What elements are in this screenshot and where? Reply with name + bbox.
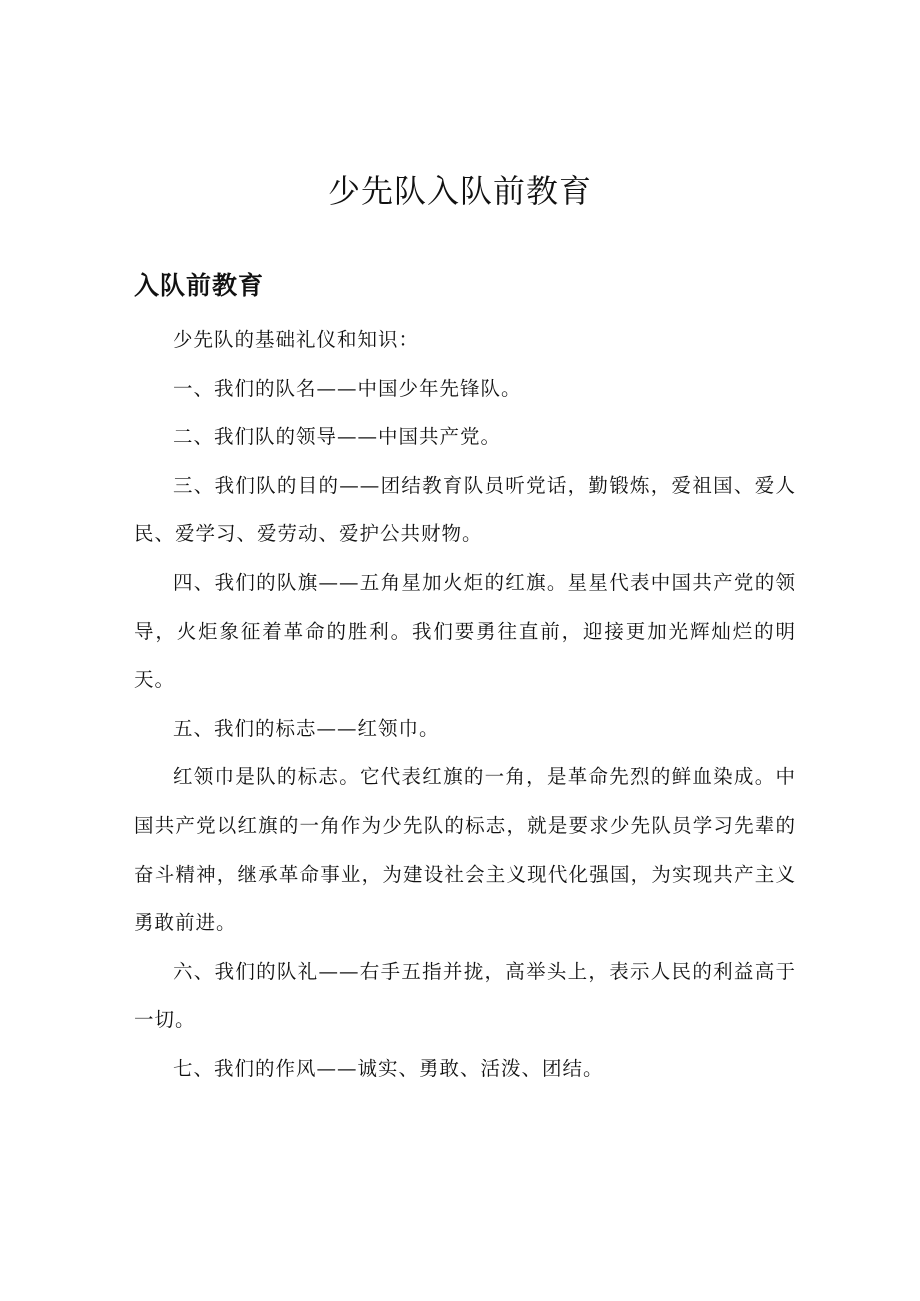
section-heading: 入队前教育 <box>134 271 265 300</box>
paragraph-team-style: 七、我们的作风——诚实、勇敢、活泼、团结。 <box>173 1056 604 1080</box>
paragraph-team-flag: 四、我们的队旗——五角星加火炬的红旗。星星代表中国共产党的领导，火炬象征着革命的胜利。我们要勇往直前，迎接更加光辉灿烂的明天。 <box>134 570 796 692</box>
paragraph-team-leadership: 二、我们队的领导——中国共产党。 <box>173 425 502 449</box>
paragraph-intro: 少先队的基础礼仪和知识： <box>173 328 420 351</box>
paragraph-team-emblem: 五、我们的标志——红领巾。 <box>173 716 440 740</box>
paragraph-team-salute: 六、我们的队礼——右手五指并拢，高举头上，表示人民的利益高于一切。 <box>134 959 796 1032</box>
paragraph-red-scarf: 红领巾是队的标志。它代表红旗的一角，是革命先烈的鲜血染成。中国共产党以红旗的一角作为少先队的标志，就是要求少先队员学习先辈的奋斗精神，继承革命事业，为建设社会主义现代化强国，为实现共产主义勇敢前进。 <box>134 765 796 935</box>
paragraph-team-purpose: 三、我们队的目的——团结教育队员听党话，勤锻炼，爱祖国、爱人民、爱学习、爱劳动、爱护公共财物。 <box>134 473 796 546</box>
document-body <box>134 316 796 1094</box>
paragraph-team-name: 一、我们的队名——中国少年先锋队。 <box>173 376 522 400</box>
page-title: 少先队入队前教育 <box>327 172 592 210</box>
